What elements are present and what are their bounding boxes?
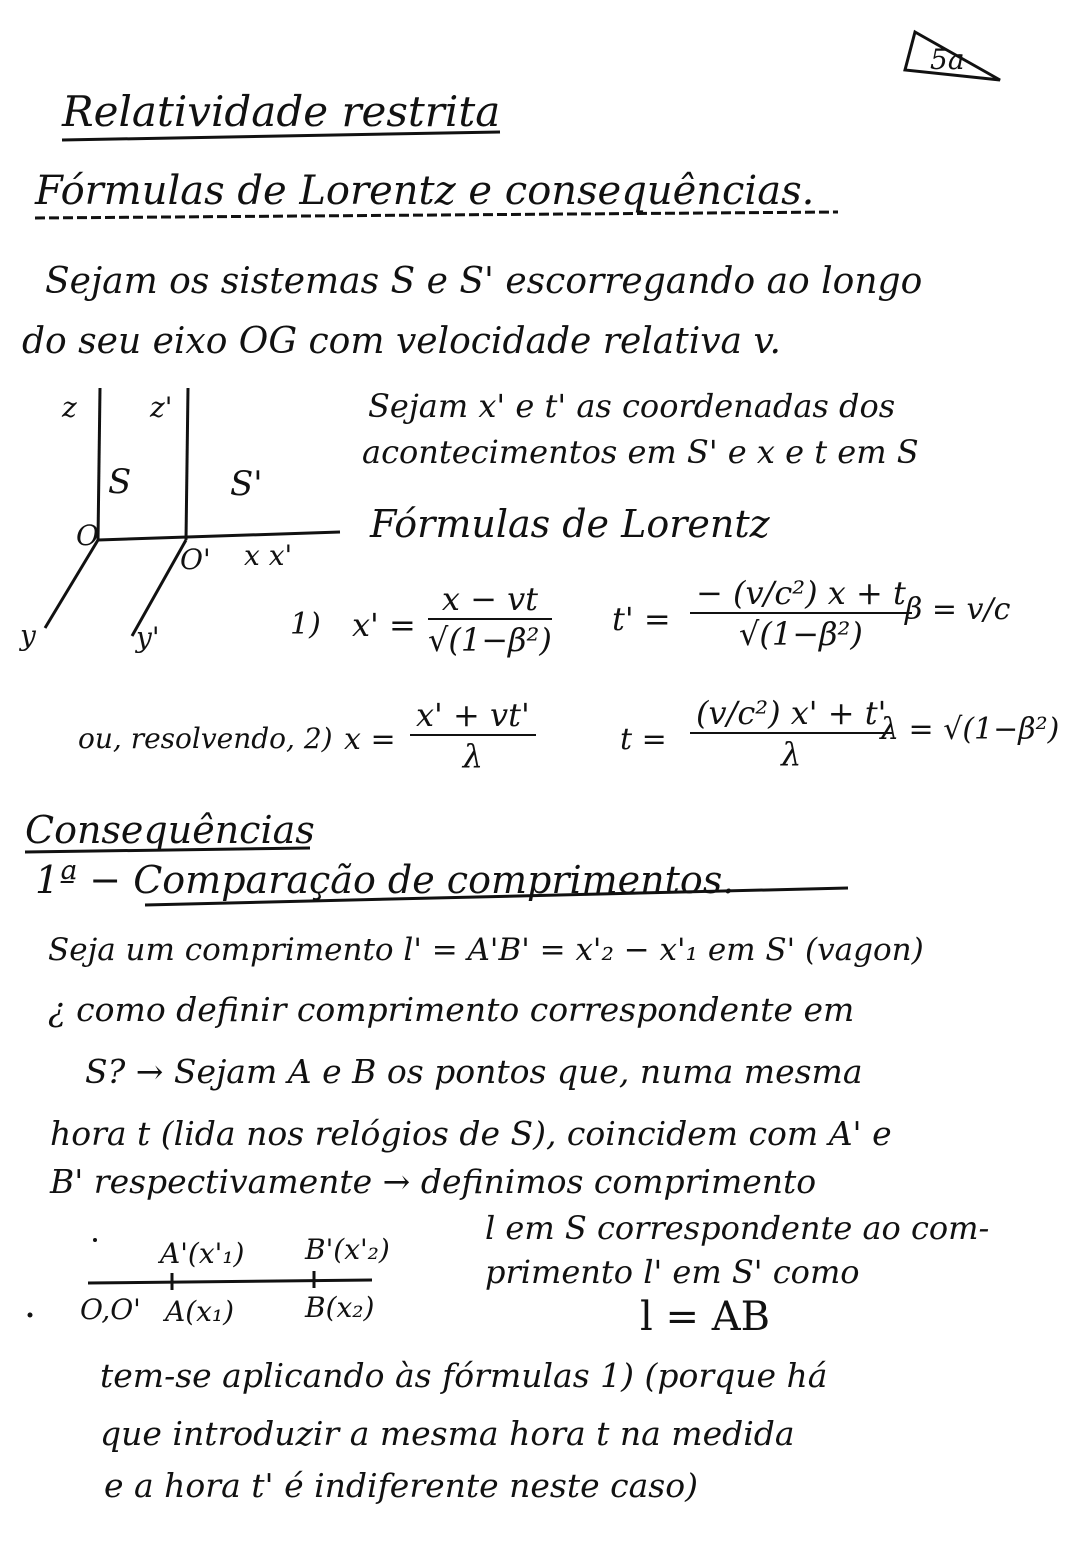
eq1-t-fraction xyxy=(690,574,912,654)
axes-diagram xyxy=(45,388,340,636)
segment-label-a: A(x₁) xyxy=(165,1295,235,1328)
eq2-prefix: ou, resolvendo, 2) xyxy=(78,722,333,755)
eq2-x-lhs: x = xyxy=(344,722,396,757)
intro-line-1: Sejam os sistemas S e S' escorregando ao longo xyxy=(45,261,923,302)
segment-label-origin: O,O' xyxy=(80,1293,141,1326)
eq2-x-numerator: x' + vt' xyxy=(410,696,536,736)
segment-diagram xyxy=(88,1271,372,1290)
axis-label-y-prime: y' xyxy=(136,621,160,654)
eq1-t-numerator: − (v/c²) x + t xyxy=(690,574,912,614)
eq2-t-numerator: (v/c²) x' + t' xyxy=(690,694,892,734)
side-text-line-1: Sejam x' e t' as coordenadas dos xyxy=(368,387,896,425)
eq2-x-fraction xyxy=(410,696,536,776)
eq1-t-lhs: t' = xyxy=(612,600,671,638)
axis-label-y: y xyxy=(20,619,36,652)
axis-label-z-prime: z' xyxy=(150,391,173,424)
segment-label-a-prime: A'(x'₁) xyxy=(160,1237,245,1270)
consequences-heading: Consequências xyxy=(25,808,315,852)
closing-line-1: tem-se aplicando às fórmulas 1) (porque há xyxy=(100,1356,828,1395)
closing-line-2: que introduzir a mesma hora t na medida xyxy=(100,1414,795,1453)
eq1-tag: 1) xyxy=(290,607,321,642)
beta-definition: β = v/c xyxy=(905,592,1011,627)
l-equals-ab: l = AB xyxy=(640,1294,771,1340)
right-block-line-2: primento l' em S' como xyxy=(485,1253,860,1291)
body1-line-4: hora t (lida nos relógios de S), coincidem com A' e xyxy=(50,1114,892,1153)
origin-label: O xyxy=(76,519,99,552)
eq1-x-denominator: √(1−β²) xyxy=(428,621,552,659)
lambda-definition: λ = √(1−β²) xyxy=(880,712,1060,747)
frame-label-s-prime: S' xyxy=(230,464,263,504)
side-text-line-2: acontecimentos em S' e x e t em S xyxy=(362,433,919,471)
eq1-x-lhs: x' = xyxy=(352,606,416,644)
axis-label-z: z xyxy=(62,391,77,424)
eq2-x-denominator: λ xyxy=(462,737,483,775)
subtitle: Fórmulas de Lorentz e consequências. xyxy=(35,168,815,214)
item1-heading: 1ª − Comparação de comprimentos. xyxy=(35,858,735,902)
segment-label-b: B(x₂) xyxy=(305,1291,375,1324)
eq2-t-fraction xyxy=(690,694,892,774)
eq1-x-fraction xyxy=(428,580,552,660)
frame-label-s: S xyxy=(108,462,132,502)
page-number: 5a xyxy=(930,43,965,76)
eq2-t-lhs: t = xyxy=(620,722,667,757)
body1-line-5: B' respectivamente → definimos comprimento xyxy=(50,1162,817,1201)
eq1-x-numerator: x − vt xyxy=(428,580,552,620)
formulas-heading: Fórmulas de Lorentz xyxy=(370,502,770,546)
page-title: Relatividade restrita xyxy=(62,87,501,136)
body1-line-1: Seja um comprimento l' = A'B' = x'₂ − x'₁ em S' (vagon) xyxy=(48,932,924,968)
origin-prime-label: O' xyxy=(180,543,211,576)
closing-line-3: e a hora t' é indiferente neste caso) xyxy=(104,1466,698,1505)
eq2-t-denominator: λ xyxy=(781,735,802,773)
body1-line-2: ¿ como definir comprimento correspondente em xyxy=(48,990,855,1029)
axis-label-x: x x' xyxy=(244,539,293,572)
segment-label-b-prime: B'(x'₂) xyxy=(305,1233,390,1266)
body1-line-3: S? → Sejam A e B os pontos que, numa mesma xyxy=(85,1052,863,1091)
right-block-line-1: l em S correspondente ao com- xyxy=(485,1209,990,1247)
intro-line-2: do seu eixo OG com velocidade relativa v. xyxy=(22,321,781,362)
eq1-t-denominator: √(1−β²) xyxy=(738,615,863,653)
